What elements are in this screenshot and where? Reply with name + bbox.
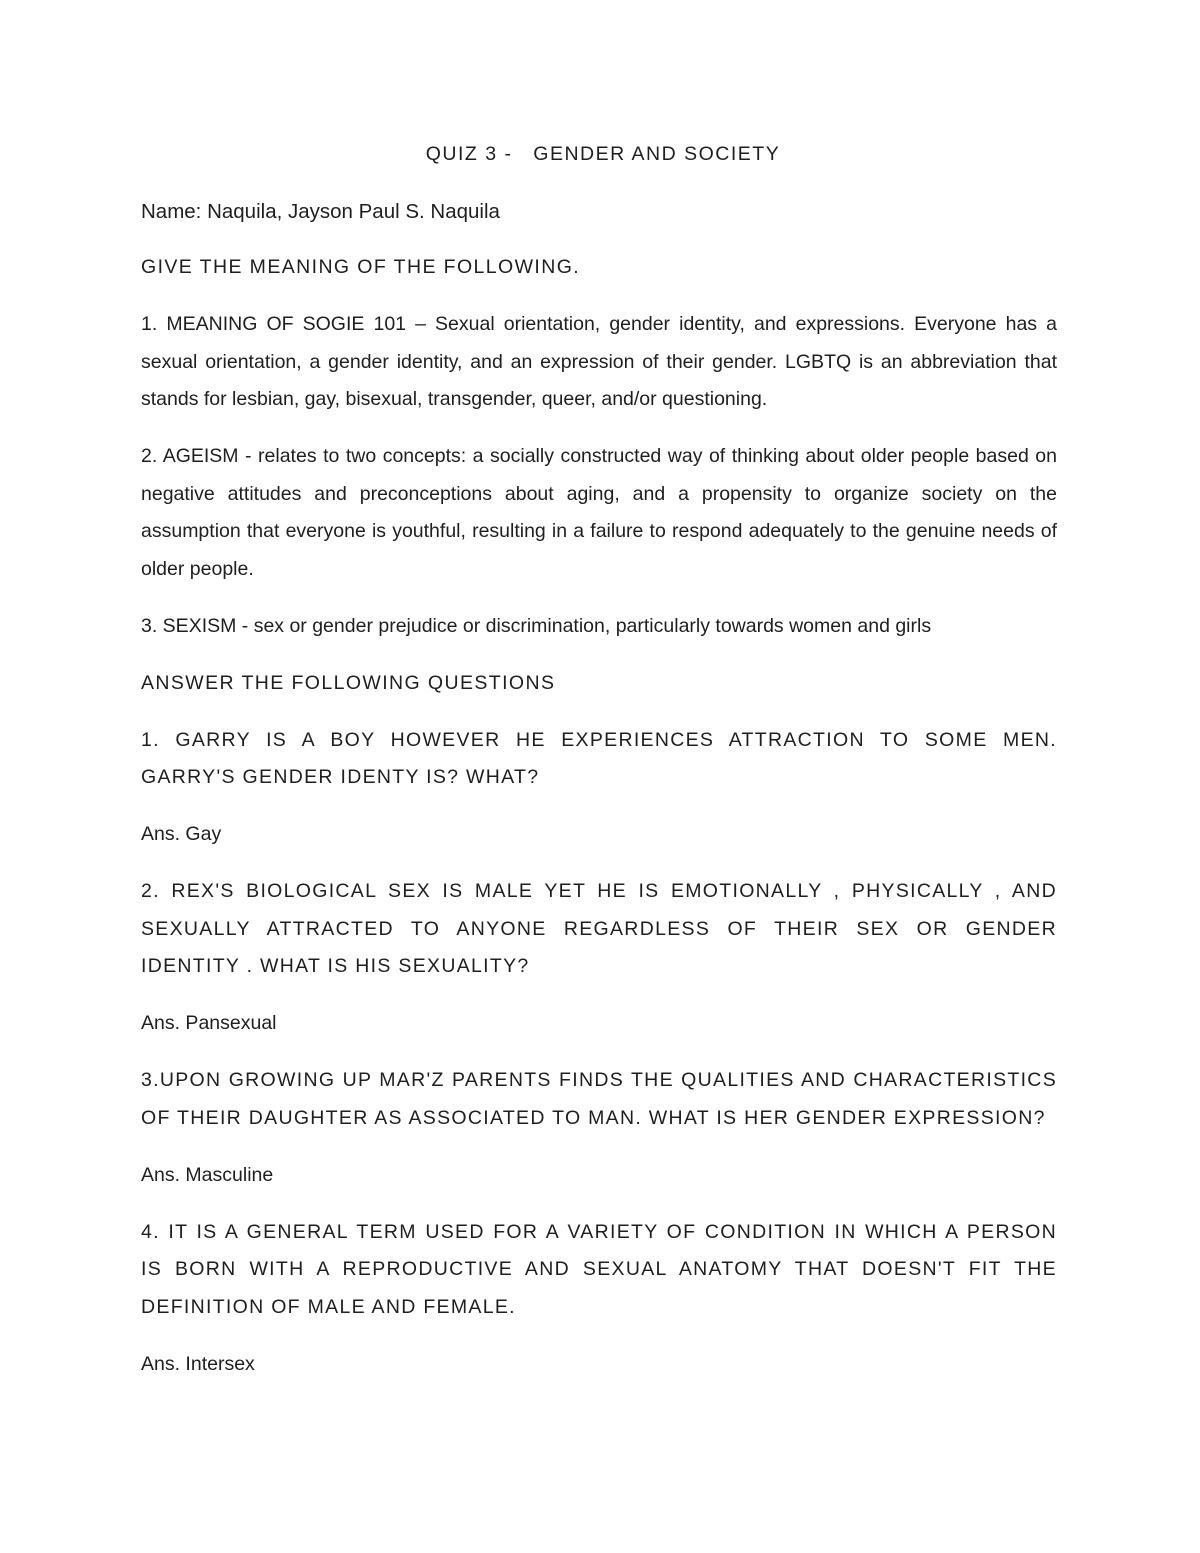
question-item: 4. IT IS A GENERAL TERM USED FOR A VARIETY OF CONDITION IN WHICH A PERSON IS BORN WITH A REPRODUCTIVE AND SEXUAL ANATOMY THAT DOESN'T FIT THE DEFINITION OF MALE AND FEMALE. bbox=[141, 1220, 1057, 1318]
definition-item: 3. SEXISM - sex or gender prejudice or discrimination, particularly towards women and girls bbox=[141, 614, 932, 637]
question-item: 3.UPON GROWING UP MAR'Z PARENTS FINDS THE QUALITIES AND CHARACTERISTICS OF THEIR DAUGHTER AS ASSOCIATED TO MAN. WHAT IS HER GENDER EXPRESSION? bbox=[141, 1069, 1057, 1129]
section-heading-definitions: GIVE THE MEANING OF THE FOLLOWING. bbox=[141, 256, 581, 278]
section-heading-questions: ANSWER THE FOLLOWING QUESTIONS bbox=[141, 671, 556, 694]
document-body bbox=[141, 136, 1057, 1403]
answer-item: Ans. Masculine bbox=[141, 1163, 274, 1186]
answer-item: Ans. Pansexual bbox=[141, 1012, 277, 1034]
definition-item: 1. MEANING OF SOGIE 101 – Sexual orientation, gender identity, and expressions. Everyone has a sexual orientation, a gender identity, and an expression of their gender. LGBTQ is an abbreviation that stands for lesbian, gay, bisexual, transgender, queer, and/or questioning. bbox=[141, 313, 1057, 410]
question-item: 2. REX'S BIOLOGICAL SEX IS MALE YET HE IS EMOTIONALLY , PHYSICALLY , AND SEXUALLY ATTRACTED TO ANYONE REGARDLESS OF THEIR SEX OR GENDER IDENTITY . WHAT IS HIS SEXUALITY? bbox=[141, 880, 1057, 977]
answer-item: Ans. Intersex bbox=[141, 1352, 255, 1375]
answer-item: Ans. Gay bbox=[141, 823, 222, 845]
student-name: Name: Naquila, Jayson Paul S. Naquila bbox=[141, 199, 500, 223]
page-title: QUIZ 3 - GENDER AND SOCIETY bbox=[425, 143, 781, 165]
definition-item: 2. AGEISM - relates to two concepts: a socially constructed way of thinking about older people based on negative attitudes and preconceptions about aging, and a propensity to organize society on the assumption that everyone is youthful, resulting in a failure to respond adequately to the genuine needs of older people. bbox=[141, 445, 1057, 580]
question-item: 1. GARRY IS A BOY HOWEVER HE EXPERIENCES ATTRACTION TO SOME MEN. GARRY'S GENDER IDENTY IS? WHAT? bbox=[141, 728, 1057, 788]
